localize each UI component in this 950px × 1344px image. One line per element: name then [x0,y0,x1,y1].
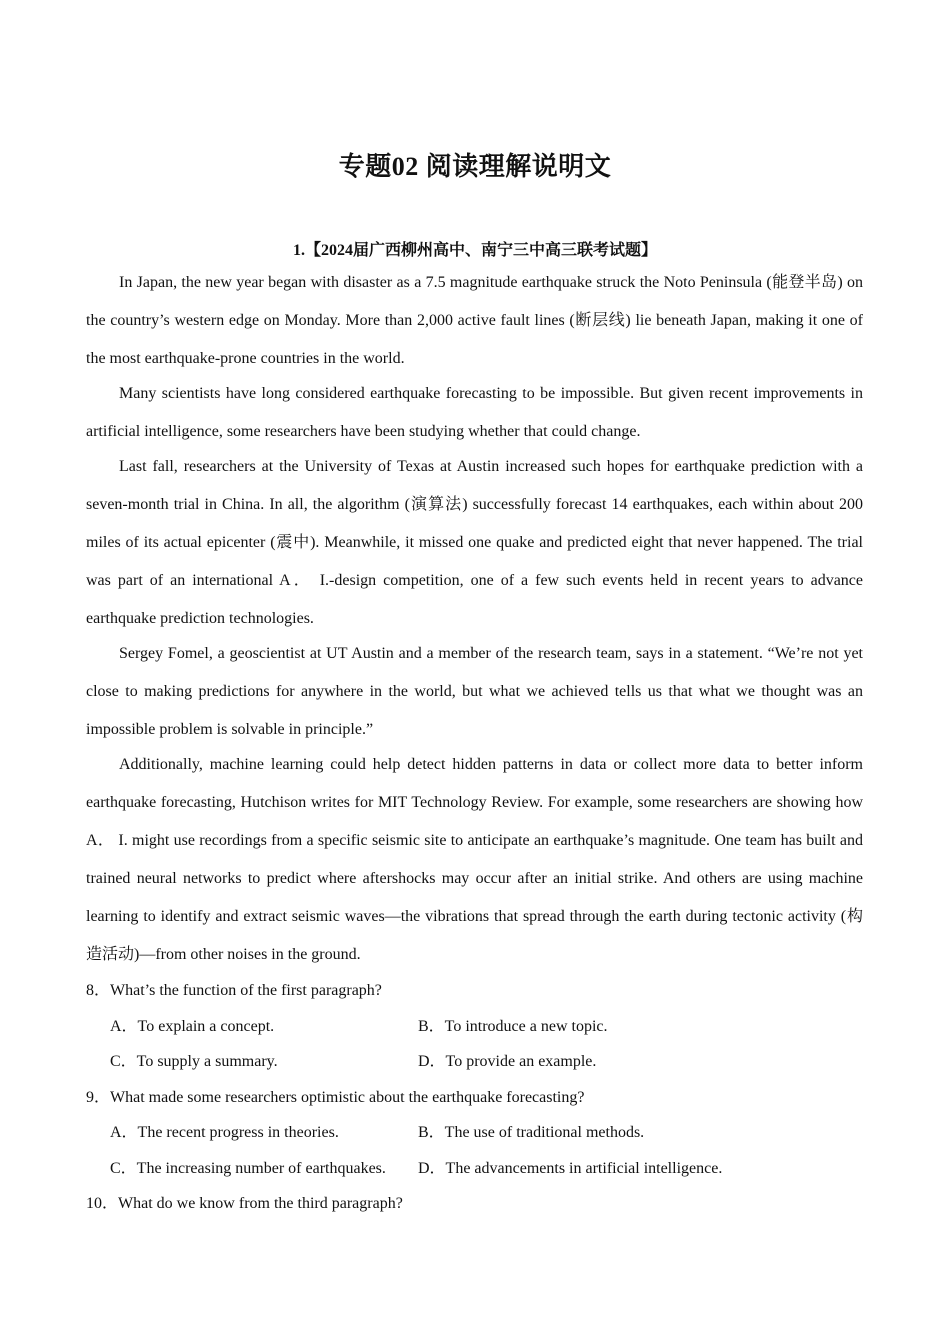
question-8-option-c: C．To supply a summary. [110,1053,278,1070]
question-9-option-b: B．The use of traditional methods. [418,1124,645,1141]
question-9-options-row-1 [86,1115,863,1151]
question-list [86,973,863,1222]
question-9-option-d: D．The advancements in artificial intelligence. [418,1159,723,1177]
question-8-options-row-2 [86,1044,863,1080]
passage-paragraph: In Japan, the new year began with disaster as a 7.5 magnitude earthquake struck the Noto Peninsula (能登半岛) on the country’s western edge on Monday. More than 2,000 active fault lines (断层线) lie beneath Japan, making it one of the most earthquake-prone countries in the world. [86,274,863,367]
question-8-option-b: B．To introduce a new topic. [418,1017,608,1035]
question-8-option-d: D．To provide an example. [418,1053,597,1070]
page-title: 专题02 阅读理解说明文 [338,152,612,181]
passage-paragraph: Many scientists have long considered earthquake forecasting to be impossible. But given recent improvements in artificial intelligence, some researchers have been studying whether that could change. [86,385,863,440]
passage-paragraph: Sergey Fomel, a geoscientist at UT Austin and a member of the research team, says in a statement. “We’re not yet close to making predictions for anywhere in the world, but what we achieved tells us that what we thought was an impossible problem is solvable in principle.” [86,645,863,738]
question-9-option-a: A．The recent progress in theories. [110,1124,339,1141]
passage-paragraph: Additionally, machine learning could help detect hidden patterns in data or collect more data to better inform earthquake forecasting, Hutchison writes for MIT Technology Review. For example, some researchers are showing how A． I. might use recordings from a specific seismic site to anticipate an earthquake’s magnitude. One team has built and trained neural networks to predict where aftershocks may occur after an initial strike. And others are using machine learning to identify and extract seismic waves—the vibrations that spread through the earth during tectonic activity (构造活动)—from other noises in the ground. [86,756,863,963]
question-8-options-row-1 [86,1009,863,1045]
question-9-options-row-2 [86,1151,863,1187]
question-source: 1.【2024届广西柳州高中、南宁三中高三联考试题】 [292,242,657,259]
question-8-option-a: A．To explain a concept. [110,1017,275,1035]
question-8-stem: 8．What’s the function of the first paragraph? [86,982,382,999]
passage-paragraph: Last fall, researchers at the University of Texas at Austin increased such hopes for earthquake prediction with a seven-month trial in China. In all, the algorithm (演算法) successfully forecast 14 earthquakes, each within about 200 miles of its actual epicenter (震中). Meanwhile, it missed one quake and predicted eight that never happened. The trial was part of an international A． I.-design competition, one of a few such events held in recent years to advance earthquake prediction technologies. [86,458,863,627]
question-9-option-c: C．The increasing number of earthquakes. [110,1159,386,1177]
reading-passage [86,264,863,971]
question-9-stem: 9．What made some researchers optimistic about the earthquake forecasting? [86,1088,585,1106]
question-10-stem: 10．What do we know from the third paragraph? [86,1195,403,1212]
